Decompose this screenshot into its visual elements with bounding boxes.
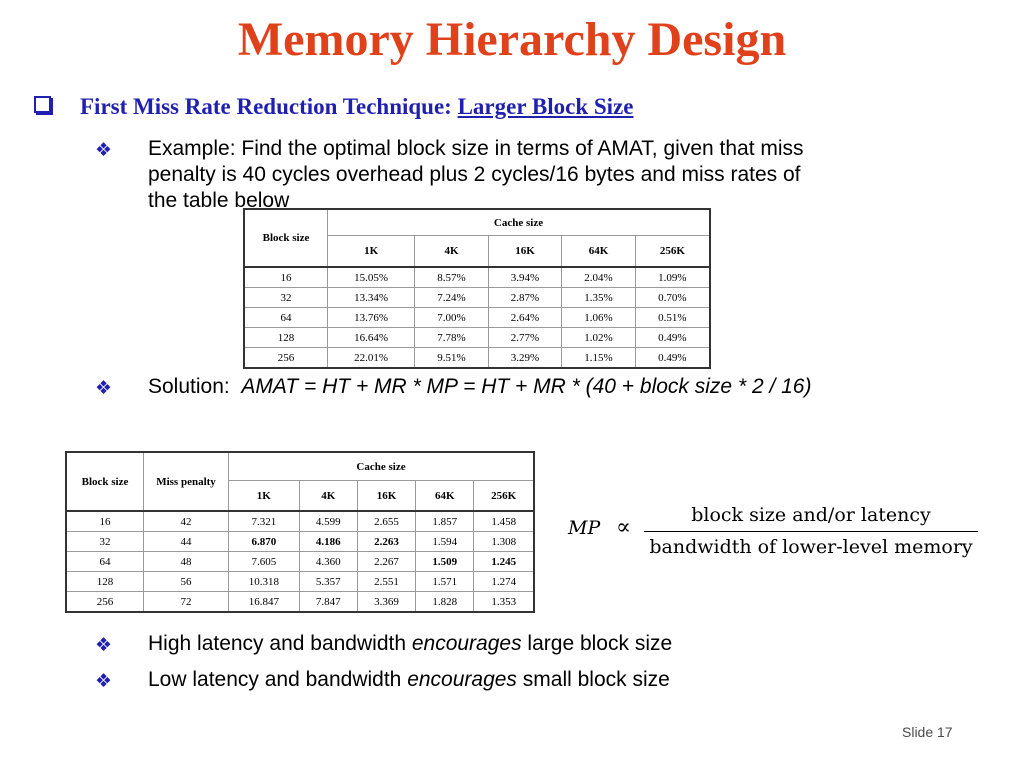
bullet-text: Low latency and bandwidth xyxy=(148,668,408,691)
table-row xyxy=(66,572,534,592)
bullet-emphasis: encourages xyxy=(411,632,522,655)
miss-rate-cell: 8.57% xyxy=(415,267,489,288)
solution-text xyxy=(148,374,811,400)
column-header: 1K xyxy=(229,481,300,512)
amat-cell: 4.599 xyxy=(299,511,357,532)
amat-cell: 1.571 xyxy=(416,572,474,592)
block-size-cell: 16 xyxy=(66,511,144,532)
table-row xyxy=(244,348,710,369)
miss-rate-cell: 2.77% xyxy=(488,328,562,348)
proportional-symbol: ∝ xyxy=(616,515,631,540)
miss-penalty-cell: 48 xyxy=(144,552,229,572)
amat-cell: 7.847 xyxy=(299,592,357,613)
table-row xyxy=(66,532,534,552)
amat-cell: 2.551 xyxy=(357,572,415,592)
amat-cell: 1.274 xyxy=(474,572,534,592)
miss-rate-cell: 7.78% xyxy=(415,328,489,348)
miss-rate-cell: 3.29% xyxy=(488,348,562,369)
amat-cell: 4.360 xyxy=(299,552,357,572)
group-header: Cache size xyxy=(229,452,535,481)
bullet-emphasis: encourages xyxy=(407,668,517,691)
block-size-cell: 128 xyxy=(244,328,328,348)
miss-rate-cell: 0.49% xyxy=(635,348,710,369)
penalty-header: Miss penalty xyxy=(144,452,229,511)
slide-number: Slide 17 xyxy=(902,724,953,740)
miss-rate-table xyxy=(243,208,711,369)
fraction-bar xyxy=(644,531,978,532)
amat-cell: 10.318 xyxy=(229,572,300,592)
miss-rate-cell: 2.64% xyxy=(488,308,562,328)
column-header: 256K xyxy=(474,481,534,512)
miss-rate-cell: 7.00% xyxy=(415,308,489,328)
amat-cell: 1.509 xyxy=(416,552,474,572)
block-size-cell: 16 xyxy=(244,267,328,288)
miss-rate-cell: 0.70% xyxy=(635,288,710,308)
slide-title: Memory Hierarchy Design xyxy=(237,13,787,66)
example-line: penalty is 40 cycles overhead plus 2 cycles/16 bytes and miss rates of xyxy=(148,163,801,186)
miss-penalty-cell: 72 xyxy=(144,592,229,613)
amat-cell: 1.308 xyxy=(474,532,534,552)
block-size-cell: 32 xyxy=(244,288,328,308)
miss-rate-cell: 1.35% xyxy=(562,288,636,308)
bullet-high-latency xyxy=(148,631,672,657)
miss-rate-cell: 1.06% xyxy=(562,308,636,328)
miss-penalty-cell: 44 xyxy=(144,532,229,552)
example-text xyxy=(148,136,804,214)
amat-cell: 6.870 xyxy=(229,532,300,552)
miss-penalty-cell: 42 xyxy=(144,511,229,532)
block-size-cell: 64 xyxy=(244,308,328,328)
amat-cell: 1.828 xyxy=(416,592,474,613)
block-size-cell: 128 xyxy=(66,572,144,592)
miss-rate-cell: 7.24% xyxy=(415,288,489,308)
formula-lhs: MP xyxy=(568,517,601,539)
table-row xyxy=(244,267,710,288)
amat-cell: 4.186 xyxy=(299,532,357,552)
four-diamond-icon: ❖ xyxy=(95,377,113,399)
technique-name: Larger Block Size xyxy=(457,94,634,119)
miss-rate-cell: 1.09% xyxy=(635,267,710,288)
miss-rate-cell: 1.15% xyxy=(562,348,636,369)
miss-rate-cell: 3.94% xyxy=(488,267,562,288)
bullet-text: High latency and bandwidth xyxy=(148,632,412,655)
bullet-text: large block size xyxy=(521,632,673,655)
solution-label: Solution: xyxy=(148,375,230,398)
column-header: 4K xyxy=(299,481,357,512)
miss-rate-cell: 2.04% xyxy=(562,267,636,288)
group-header: Cache size xyxy=(328,209,711,236)
table-row xyxy=(66,511,534,532)
column-header: 16K xyxy=(357,481,415,512)
miss-rate-cell: 16.64% xyxy=(328,328,415,348)
amat-cell: 2.263 xyxy=(357,532,415,552)
amat-table xyxy=(65,451,535,613)
miss-rate-cell: 13.34% xyxy=(328,288,415,308)
column-header: 256K xyxy=(635,236,710,268)
block-size-cell: 256 xyxy=(66,592,144,613)
technique-prefix: First Miss Rate Reduction Technique: xyxy=(80,94,452,119)
miss-rate-cell: 9.51% xyxy=(415,348,489,369)
table-row xyxy=(244,308,710,328)
miss-rate-cell: 0.51% xyxy=(635,308,710,328)
column-header: 64K xyxy=(562,236,636,268)
column-header: 16K xyxy=(488,236,562,268)
miss-rate-cell: 1.02% xyxy=(562,328,636,348)
four-diamond-icon: ❖ xyxy=(95,634,113,656)
formula-fraction xyxy=(644,500,978,560)
table-row xyxy=(244,328,710,348)
row-header: Block size xyxy=(66,452,144,511)
amat-formula: AMAT = HT + MR * MP = HT + MR * (40 + block size * 2 / 16) xyxy=(241,375,812,398)
example-line: the table below xyxy=(148,189,290,212)
column-header: 1K xyxy=(328,236,415,268)
amat-cell: 1.458 xyxy=(474,511,534,532)
amat-cell: 1.245 xyxy=(474,552,534,572)
four-diamond-icon: ❖ xyxy=(95,670,113,692)
hollow-square-icon xyxy=(34,96,51,113)
miss-rate-cell: 22.01% xyxy=(328,348,415,369)
miss-rate-cell: 0.49% xyxy=(635,328,710,348)
amat-cell: 1.857 xyxy=(416,511,474,532)
block-size-cell: 32 xyxy=(66,532,144,552)
formula-numerator: block size and/or latency xyxy=(691,504,931,526)
technique-heading xyxy=(34,92,633,122)
column-header: 4K xyxy=(415,236,489,268)
four-diamond-icon: ❖ xyxy=(95,139,113,161)
amat-cell: 2.267 xyxy=(357,552,415,572)
amat-cell: 7.605 xyxy=(229,552,300,572)
bullet-low-latency xyxy=(148,667,670,693)
amat-cell: 5.357 xyxy=(299,572,357,592)
table-row xyxy=(244,288,710,308)
table-row xyxy=(66,592,534,613)
example-line: Example: Find the optimal block size in terms of AMAT, given that miss xyxy=(148,137,804,160)
amat-cell: 3.369 xyxy=(357,592,415,613)
formula-denominator: bandwidth of lower-level memory xyxy=(649,536,973,558)
column-header: 64K xyxy=(416,481,474,512)
miss-penalty-cell: 56 xyxy=(144,572,229,592)
bullet-text: small block size xyxy=(516,668,670,691)
table-row xyxy=(66,552,534,572)
row-header: Block size xyxy=(244,209,328,267)
amat-cell: 1.353 xyxy=(474,592,534,613)
block-size-cell: 256 xyxy=(244,348,328,369)
amat-cell: 16.847 xyxy=(229,592,300,613)
amat-cell: 1.594 xyxy=(416,532,474,552)
miss-rate-cell: 13.76% xyxy=(328,308,415,328)
block-size-cell: 64 xyxy=(66,552,144,572)
amat-cell: 7.321 xyxy=(229,511,300,532)
amat-cell: 2.655 xyxy=(357,511,415,532)
miss-rate-cell: 15.05% xyxy=(328,267,415,288)
miss-rate-cell: 2.87% xyxy=(488,288,562,308)
